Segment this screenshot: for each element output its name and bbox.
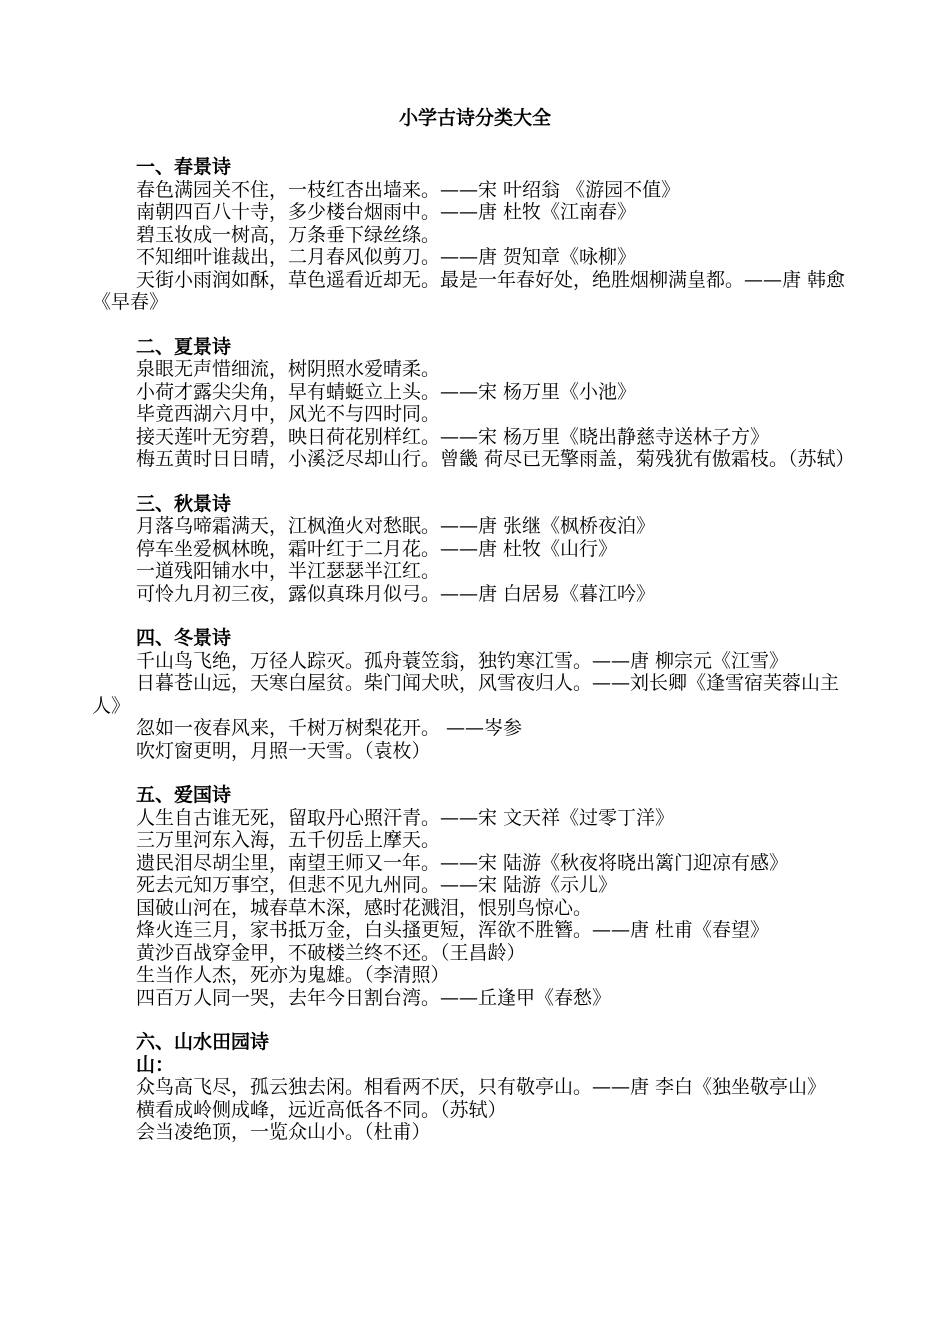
section-landscape: [92, 1031, 864, 1144]
poem-line: 碧玉妆成一树高，万条垂下绿丝绦。: [136, 223, 441, 246]
poem-line: 接天莲叶无穷碧，映日荷花别样红。——宋 杨万里《晓出静慈寺送林子方》: [136, 425, 770, 448]
poem-line: 生当作人杰，死亦为鬼雄。（李清照）: [136, 964, 450, 986]
section-heading: 三、秋景诗: [136, 492, 232, 515]
section-patriotic: [92, 784, 864, 1009]
section-heading: 一、春景诗: [136, 156, 232, 178]
section-heading: 五、爱国诗: [136, 784, 232, 806]
poem-line: 千山鸟飞绝，万径人踪灭。孤舟蓑笠翁，独钓寒江雪。——唐 柳宗元《江雪》: [136, 649, 789, 672]
poem-line: 死去元知万事空，但悲不见九州同。——宋 陆游《示儿》: [136, 874, 618, 896]
poem-line: 国破山河在，城春草木深，感时花溅泪，恨别鸟惊心。: [136, 896, 593, 919]
poem-line: 吹灯窗更明，月照一天雪。（袁枚）: [136, 739, 431, 762]
poem-line: 人生自古谁无死，留取丹心照汗青。——宋 文天祥《过零丁洋》: [136, 806, 675, 829]
poem-line: 梅五黄时日日晴，小溪泛尽却山行。曾畿 荷尽已无擎雨盖，菊残犹有傲霜枝。（苏轼）: [136, 448, 855, 470]
poem-line: 黄沙百战穿金甲，不破楼兰终不还。（王昌龄）: [136, 941, 526, 964]
section-spring: [92, 156, 864, 314]
section-summer: [92, 336, 864, 471]
section-heading: 二、夏景诗: [136, 335, 232, 358]
poem-line: 小荷才露尖尖角，早有蜻蜓立上头。——宋 杨万里《小池》: [136, 380, 637, 403]
poem-line: 春色满园关不住，一枝红杏出墙来。——宋 叶绍翁 《游园不值》: [136, 178, 681, 201]
poem-line: 不知细叶谁裁出，二月春风似剪刀。——唐 贺知章《咏柳》: [136, 246, 637, 268]
poem-line: 日暮苍山远，天寒白屋贫。柴门闻犬吠，风雪夜归人。——刘长卿《逢雪宿芙蓉山主人》: [92, 672, 840, 717]
section-heading: 六、山水田园诗: [136, 1031, 270, 1053]
poem-line: 众鸟高飞尽，孤云独去闲。相看两不厌，只有敬亭山。——唐 李白《独坐敬亭山》: [136, 1076, 827, 1098]
section-autumn: [92, 493, 864, 606]
poem-line: 会当凌绝顶，一览众山小。（杜甫）: [136, 1121, 431, 1143]
poem-line: 可怜九月初三夜，露似真珠月似弓。——唐 白居易《暮江吟》: [136, 582, 656, 605]
subsection-heading: 山：: [136, 1053, 175, 1076]
poem-line: 毕竟西湖六月中，风光不与四时同。: [136, 403, 441, 425]
poem-line: 横看成岭侧成峰，远近高低各不同。（苏轼）: [136, 1098, 507, 1121]
poem-line: 四百万人同一哭，去年今日割台湾。——丘逢甲《春愁》: [136, 986, 612, 1009]
poem-line: 遗民泪尽胡尘里，南望王师又一年。——宋 陆游《秋夜将晓出篱门迎凉有感》: [136, 851, 789, 874]
poem-line: 一道残阳铺水中，半江瑟瑟半江红。: [136, 560, 441, 582]
poem-line: 南朝四百八十寺，多少楼台烟雨中。——唐 杜牧《江南春》: [136, 201, 637, 223]
poem-line: 忽如一夜春风来，千树万树梨花开。 ——岑参: [136, 717, 523, 739]
poem-line: 天街小雨润如酥，草色遥看近却无。最是一年春好处，绝胜烟柳满皇都。——唐 韩愈《早春》: [92, 268, 846, 313]
section-heading: 四、冬景诗: [136, 627, 232, 649]
poem-line: 三万里河东入海，五千仞岳上摩天。: [136, 829, 441, 851]
page-title: 小学古诗分类大全: [398, 107, 551, 129]
poem-line: 月落乌啼霜满天，江枫渔火对愁眠。——唐 张继《枫桥夜泊》: [136, 515, 656, 537]
poem-line: 停车坐爱枫林晚，霜叶红于二月花。——唐 杜牧《山行》: [136, 537, 618, 560]
poem-list: [92, 156, 864, 1166]
section-winter: [92, 627, 864, 762]
poem-line: 泉眼无声惜细流，树阴照水爱晴柔。: [136, 358, 441, 380]
poem-line: 烽火连三月，家书抵万金，白头搔更短，浑欲不胜簪。——唐 杜甫《春望》: [136, 919, 770, 941]
